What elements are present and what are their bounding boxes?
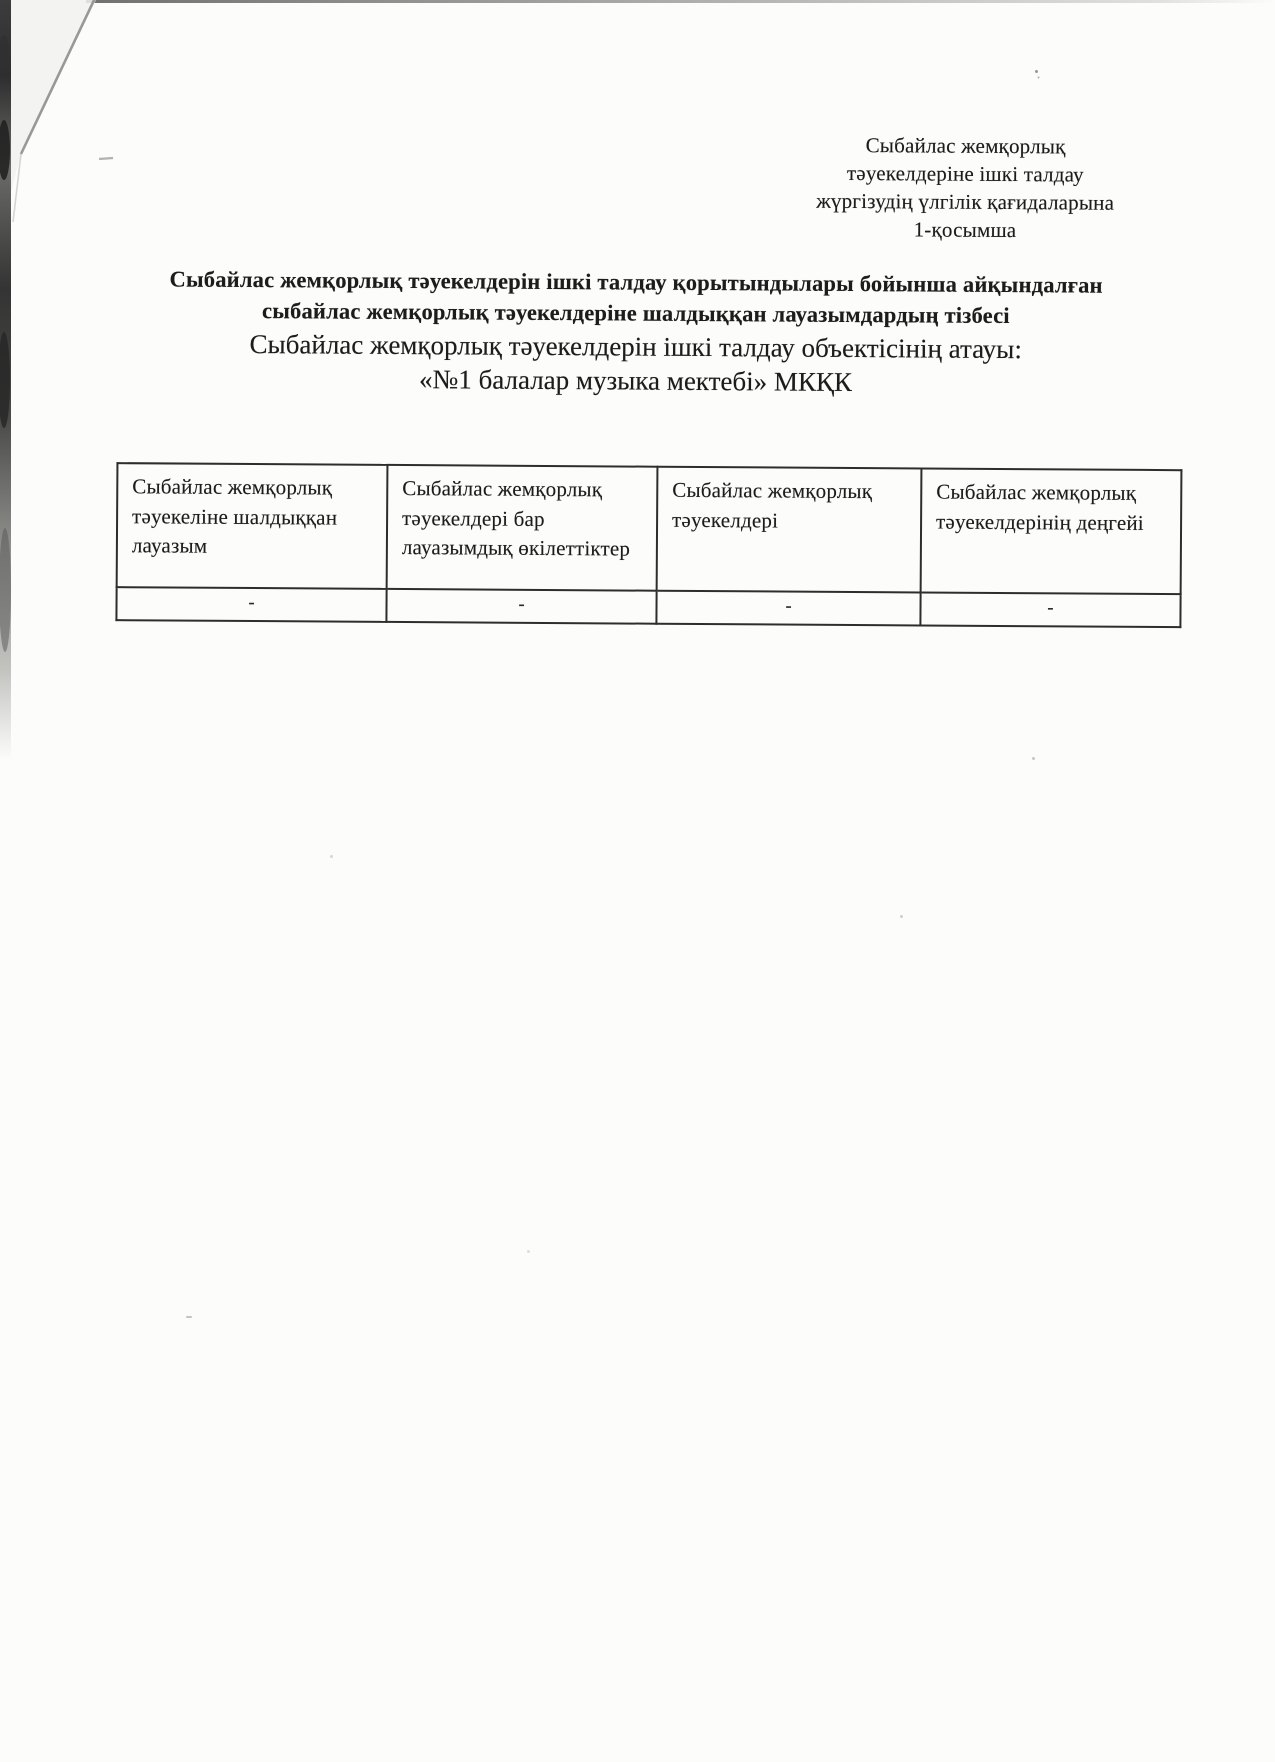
col-header-risk-level: Сыбайлас жемқорлық тәуекелдерінің деңгейі [921, 468, 1182, 594]
document-title-line-1: Сыбайлас жемқорлық тәуекелдерін ішкі талдау қорытындылары бойынша айқындалған [169, 266, 1103, 298]
appendix-line-2: тәуекелдеріне ішкі талдау [846, 160, 1084, 187]
table-row [116, 587, 1180, 627]
cell-risks: - [656, 591, 920, 626]
col-header-corruption-risks: Сыбайлас жемқорлық тәуекелдері [657, 467, 922, 593]
corruption-risk-table [115, 462, 1182, 628]
cell-risk-level: - [920, 592, 1180, 627]
cell-official-powers: - [386, 589, 656, 624]
appendix-reference-block [699, 130, 1232, 246]
appendix-line-3: жүргізудің үлгілік қағидаларына [816, 188, 1115, 215]
document-title-line-2: сыбайлас жемқорлық тәуекелдеріне шалдыққан лауазымдардың тізбесі [262, 298, 1010, 329]
table-header-row [117, 463, 1182, 594]
appendix-line-4: 1-қосымша [913, 217, 1017, 243]
col-header-position-exposed-to-risk: Сыбайлас жемқорлық тәуекеліне шалдыққан лауазым [117, 463, 388, 589]
analysis-object-name: «№1 балалар музыка мектебі» МКҚК [419, 364, 853, 397]
cell-position: - [116, 587, 386, 622]
col-header-official-powers-with-risk: Сыбайлас жемқорлық тәуекелдері бар лауазымдық өкілеттіктер [387, 465, 658, 591]
analysis-object-title: Сыбайлас жемқорлық тәуекелдерін ішкі талдау объектісінің атауы: [249, 328, 1022, 365]
appendix-line-1: Сыбайлас жемқорлық [865, 133, 1066, 159]
